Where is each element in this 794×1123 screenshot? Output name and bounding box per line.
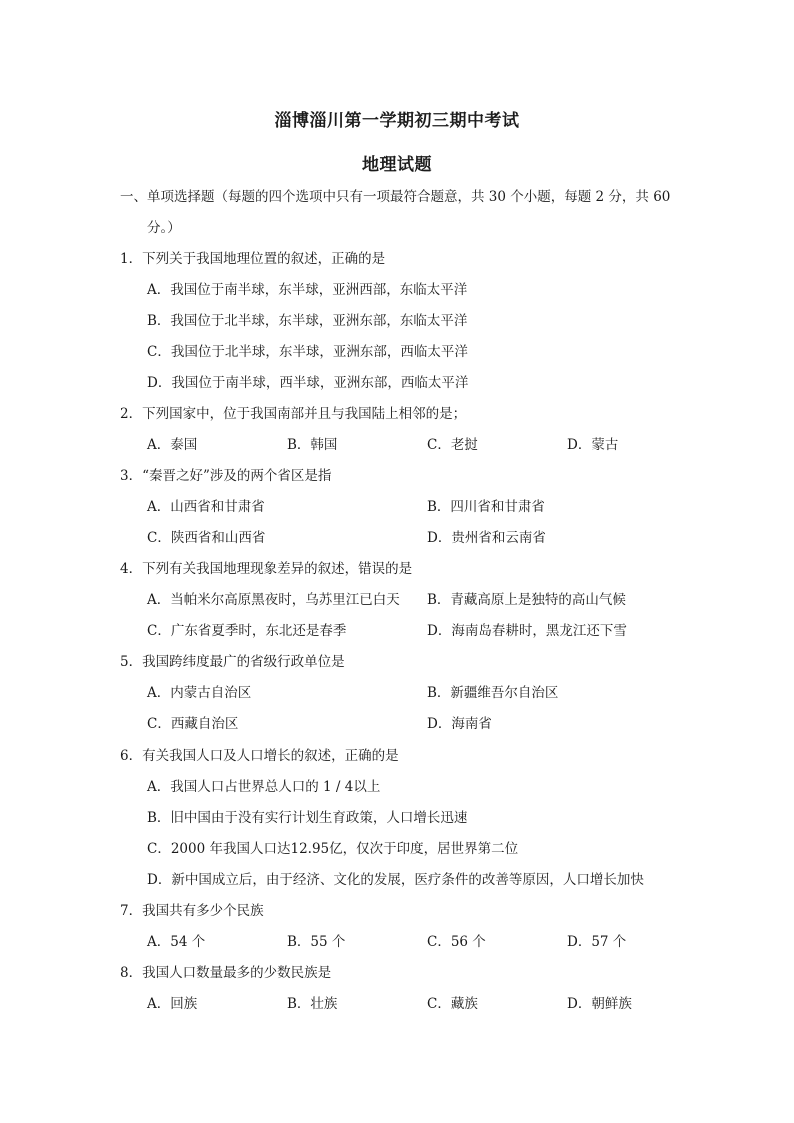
option-c: C．老挝 <box>427 437 478 453</box>
option-a: A．山西省和甘肃省 <box>147 499 265 515</box>
option-d: D．新中国成立后，由于经济、文化的发展，医疗条件的改善等原因，人口增长加快 <box>147 872 644 888</box>
option-b: B．我国位于北半球，东半球，亚洲东部，东临太平洋 <box>147 313 468 329</box>
section-heading-cont: 分。） <box>147 220 181 236</box>
option-d: D．海南岛春耕时，黑龙江还下雪 <box>427 623 627 639</box>
question-stem: 8．我国人口数量最多的少数民族是 <box>120 965 332 981</box>
option-b: B．新疆维吾尔自治区 <box>427 685 559 701</box>
page-title: 淄博淄川第一学期初三期中考试 <box>274 111 520 131</box>
option-c: C．2000 年我国人口达12.95亿，仅次于印度，居世界第二位 <box>147 841 519 857</box>
option-b: B．四川省和甘肃省 <box>427 499 545 515</box>
option-d: D．57 个 <box>567 934 627 950</box>
option-a: A．当帕米尔高原黑夜时，乌苏里江已白天 <box>147 592 400 608</box>
option-b: B．青藏高原上是独特的高山气候 <box>427 592 626 608</box>
option-a: A．回族 <box>147 996 198 1012</box>
option-a: A．泰国 <box>147 437 198 453</box>
option-a: A．我国人口占世界总人口的 1 / 4以上 <box>147 779 381 795</box>
option-d: D．蒙古 <box>567 437 619 453</box>
option-a: A．我国位于南半球，东半球，亚洲西部，东临太平洋 <box>147 282 468 298</box>
option-b: B．壮族 <box>287 996 338 1012</box>
page-subtitle: 地理试题 <box>362 155 432 175</box>
option-b: B．55 个 <box>287 934 346 950</box>
option-c: C．广东省夏季时，东北还是春季 <box>147 623 347 639</box>
option-d: D．海南省 <box>427 716 492 732</box>
question-stem: 1．下列关于我国地理位置的叙述，正确的是 <box>120 251 386 267</box>
question-stem: 2．下列国家中，位于我国南部并且与我国陆上相邻的是； <box>120 406 467 422</box>
option-a: A．内蒙古自治区 <box>147 685 252 701</box>
option-c: C．陕西省和山西省 <box>147 530 266 546</box>
option-b: B．旧中国由于没有实行计划生育政策，人口增长迅速 <box>147 810 468 826</box>
section-heading: 一、单项选择题（每题的四个选项中只有一项最符合题意，共 30 个小题，每题 2 分，共 60 <box>120 189 671 205</box>
option-c: C．藏族 <box>427 996 478 1012</box>
option-d: D．我国位于南半球，西半球，亚洲东部，西临太平洋 <box>147 375 469 391</box>
option-c: C．西藏自治区 <box>147 716 239 732</box>
option-b: B．韩国 <box>287 437 338 453</box>
question-stem: 6．有关我国人口及人口增长的叙述，正确的是 <box>120 748 399 764</box>
option-d: D．朝鲜族 <box>567 996 632 1012</box>
question-stem: 3．“秦晋之好”涉及的两个省区是指 <box>120 468 332 484</box>
question-stem: 7．我国共有多少个民族 <box>120 903 264 919</box>
option-d: D．贵州省和云南省 <box>427 530 546 546</box>
question-stem: 5．我国跨纬度最广的省级行政单位是 <box>120 654 345 670</box>
option-a: A．54 个 <box>147 934 206 950</box>
option-c: C．我国位于北半球，东半球，亚洲东部，西临太平洋 <box>147 344 468 360</box>
option-c: C．56 个 <box>427 934 486 950</box>
question-stem: 4．下列有关我国地理现象差异的叙述，错误的是 <box>120 561 413 577</box>
